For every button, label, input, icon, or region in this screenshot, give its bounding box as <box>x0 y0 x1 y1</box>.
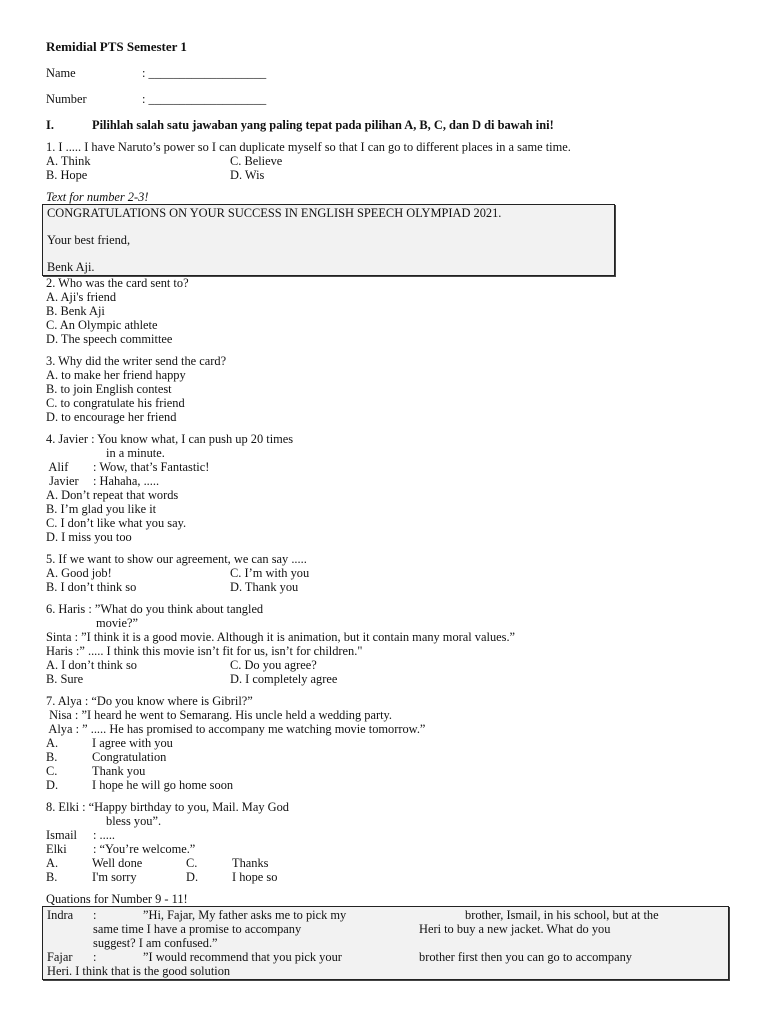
q8-options-row2 <box>46 870 726 884</box>
question-6: 6. Haris : ”What do you think about tangled <box>46 602 264 616</box>
q4-speaker-alif: Alif <box>46 460 69 474</box>
q6-haris-line: Haris :” ..... I think this movie isn’t fit for us, isn’t for children." <box>46 644 363 658</box>
q7-option-d-text: I hope he will go home soon <box>92 778 234 792</box>
q6-sinta-line: Sinta : ”I think it is a good movie. Although it is animation, but it contain many moral values.” <box>46 630 516 644</box>
section-instruction <box>46 118 726 132</box>
q8-option-a-letter: A. <box>46 856 59 870</box>
question-7: 7. Alya : “Do you know where is Gibril?” <box>46 694 253 708</box>
q7-option-b-letter: B. <box>46 750 58 764</box>
question-4: 4. Javier : You know what, I can push up 20 times <box>46 432 294 446</box>
number-blank: : ___________________ <box>142 92 267 106</box>
q8-line-2: bless you”. <box>106 814 162 828</box>
q7-option-c-letter: C. <box>46 764 58 778</box>
q4-option-d: D. I miss you too <box>46 530 132 544</box>
q4-option-c: C. I don’t like what you say. <box>46 516 187 530</box>
q7-option-a-text: I agree with you <box>92 736 173 750</box>
q8-options-row1 <box>46 856 726 870</box>
q1-option-a: A. Think <box>46 154 91 168</box>
question-3: 3. Why did the writer send the card? <box>46 354 227 368</box>
q8-ismail-line <box>46 828 726 842</box>
greeting-card-box <box>42 204 615 276</box>
q2-option-d: D. The speech committee <box>46 332 173 346</box>
q4-javier-line <box>46 474 726 488</box>
q8-option-c-text: Thanks <box>232 856 269 870</box>
section-text: Pilihlah salah satu jawaban yang paling tepat pada pilihan A, B, C, dan D di bawah ini! <box>92 118 554 132</box>
indra-line-3 <box>47 936 723 950</box>
q3-option-a: A. to make her friend happy <box>46 368 186 382</box>
q7-option-c <box>46 764 726 778</box>
indra-text-2a: same time I have a promise to accompany <box>93 922 302 936</box>
card-line-3: Benk Aji. <box>47 260 95 274</box>
q7-alya-line: Alya : ” ..... He has promised to accompany me watching movie tomorrow.” <box>46 722 426 736</box>
section-number: I. <box>46 118 54 132</box>
q6-option-d: D. I completely agree <box>230 672 338 686</box>
q1-option-d: D. Wis <box>230 168 265 182</box>
fajar-text-1a: ”I would recommend that you pick your <box>143 950 342 964</box>
page-title: Remidial PTS Semester 1 <box>46 39 187 54</box>
q3-option-d: D. to encourage her friend <box>46 410 177 424</box>
q1-options-row1 <box>46 154 726 168</box>
q3-option-c: C. to congratulate his friend <box>46 396 185 410</box>
question-2: 2. Who was the card sent to? <box>46 276 189 290</box>
q4-alif-line <box>46 460 726 474</box>
q5-options-row1 <box>46 566 726 580</box>
q3-option-b: B. to join English contest <box>46 382 172 396</box>
indra-line-1 <box>47 908 723 922</box>
indra-text-3: suggest? I am confused.” <box>93 936 218 950</box>
q7-option-b-text: Congratulation <box>92 750 167 764</box>
fajar-text-1b: brother first then you can go to accompany <box>419 950 632 964</box>
q1-option-c: C. Believe <box>230 154 283 168</box>
number-label: Number <box>46 92 87 106</box>
speaker-fajar: Fajar <box>47 950 73 964</box>
q8-ismail-text: : ..... <box>93 828 116 842</box>
q6-options-row1 <box>46 658 726 672</box>
question-8: 8. Elki : “Happy birthday to you, Mail. May God <box>46 800 289 814</box>
indra-text-1a: ”Hi, Fajar, My father asks me to pick my <box>143 908 347 922</box>
q7-option-d-letter: D. <box>46 778 59 792</box>
name-field <box>46 66 726 80</box>
q5-options-row2 <box>46 580 726 594</box>
q4-javier-text: : Hahaha, ..... <box>93 474 160 488</box>
card-line-1: CONGRATULATIONS ON YOUR SUCCESS IN ENGLISH SPEECH OLYMPIAD 2021. <box>47 206 502 220</box>
q8-option-d-text: I hope so <box>232 870 278 884</box>
question-5: 5. If we want to show our agreement, we can say ..... <box>46 552 307 566</box>
q911-heading: Quations for Number 9 - 11! <box>46 892 188 906</box>
q8-option-c-letter: C. <box>186 856 198 870</box>
indra-text-1b: brother, Ismail, in his school, but at the <box>465 908 659 922</box>
exam-page <box>46 36 726 980</box>
q8-speaker-ismail: Ismail <box>46 828 77 842</box>
name-label: Name <box>46 66 76 80</box>
q5-option-b: B. I don’t think so <box>46 580 137 594</box>
q8-option-d-letter: D. <box>186 870 199 884</box>
fajar-colon: : <box>93 950 97 964</box>
q4-option-b: B. I’m glad you like it <box>46 502 157 516</box>
q6-line-2: movie?” <box>96 616 138 630</box>
fajar-text-2: Heri. I think that is the good solution <box>47 964 231 978</box>
q7-option-d <box>46 778 726 792</box>
q7-option-a <box>46 736 726 750</box>
number-field <box>46 92 726 106</box>
q8-elki-text: : “You’re welcome.” <box>93 842 196 856</box>
q7-option-b <box>46 750 726 764</box>
q8-elki-line <box>46 842 726 856</box>
q4-line-2: in a minute. <box>106 446 165 460</box>
q1-option-b: B. Hope <box>46 168 88 182</box>
q8-option-b-letter: B. <box>46 870 58 884</box>
q4-speaker-javier: Javier <box>46 474 79 488</box>
q6-option-c: C. Do you agree? <box>230 658 317 672</box>
q8-option-b-text: I'm sorry <box>92 870 137 884</box>
q5-option-a: A. Good job! <box>46 566 112 580</box>
fajar-line-1 <box>47 950 723 964</box>
indra-colon: : <box>93 908 97 922</box>
card-line-2: Your best friend, <box>47 233 131 247</box>
indra-text-2b: Heri to buy a new jacket. What do you <box>419 922 611 936</box>
q1-options-row2 <box>46 168 726 182</box>
question-1: 1. I ..... I have Naruto’s power so I can duplicate myself so that I can go to different places in a same time. <box>46 140 571 154</box>
speaker-indra: Indra <box>47 908 74 922</box>
q4-alif-text: : Wow, that’s Fantastic! <box>93 460 210 474</box>
q5-option-c: C. I’m with you <box>230 566 310 580</box>
q2-option-b: B. Benk Aji <box>46 304 105 318</box>
q8-option-a-text: Well done <box>92 856 143 870</box>
q7-option-c-text: Thank you <box>92 764 146 778</box>
q6-options-row2 <box>46 672 726 686</box>
q2-option-a: A. Aji's friend <box>46 290 117 304</box>
q6-option-a: A. I don’t think so <box>46 658 137 672</box>
indra-line-2 <box>47 922 723 936</box>
fajar-line-2 <box>47 964 723 978</box>
q8-speaker-elki: Elki <box>46 842 67 856</box>
text-23-heading: Text for number 2-3! <box>46 190 149 204</box>
q2-option-c: C. An Olympic athlete <box>46 318 158 332</box>
q6-option-b: B. Sure <box>46 672 84 686</box>
dialogue-box <box>42 906 729 980</box>
name-blank: : ___________________ <box>142 66 267 80</box>
q7-option-a-letter: A. <box>46 736 59 750</box>
q5-option-d: D. Thank you <box>230 580 299 594</box>
q4-option-a: A. Don’t repeat that words <box>46 488 179 502</box>
q7-nisa-line: Nisa : ”I heard he went to Semarang. His uncle held a wedding party. <box>46 708 393 722</box>
